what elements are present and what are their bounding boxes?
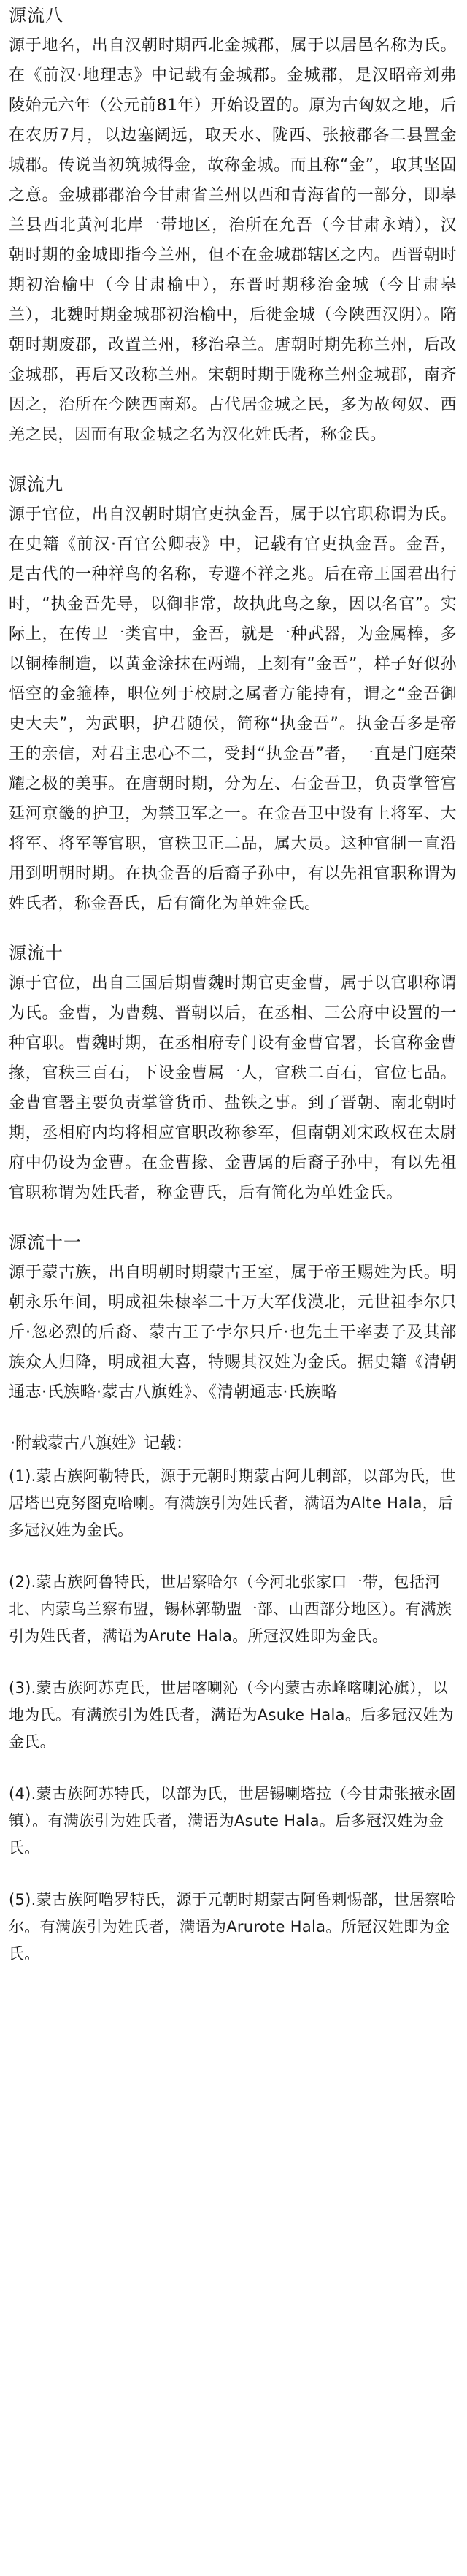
section-origin-11 xyxy=(9,1230,457,1407)
appendix-title: ·附载蒙古八旗姓》记载： xyxy=(10,1434,192,1453)
appendix-item: (4).蒙古族阿苏特氏，以部为氏，世居锡喇塔拉（今甘肃张掖永固镇）。有满族引为姓氏者，满语为Asute Hala。后多冠汉姓为金氏。 xyxy=(9,1785,456,1857)
appendix-item: (2).蒙古族阿鲁特氏，世居察哈尔（今河北张家口一带，包括河北、内蒙乌兰察布盟，锡林郭勒盟一部、山西部分地区）。有满族引为姓氏者，满语为Arute Hala。所冠汉姓即为金氏。 xyxy=(9,1573,452,1645)
appendix-item: (1).蒙古族阿勒特氏，源于元朝时期蒙古阿儿剌部，以部为氏，世居塔巴克努图克哈喇。有满族引为姓氏者，满语为Alte Hala，后多冠汉姓为金氏。 xyxy=(9,1467,456,1539)
section-title: 源流八 xyxy=(9,5,63,26)
appendix-item: (3).蒙古族阿苏克氏，世居喀喇沁（今内蒙古赤峰喀喇沁旗），以地为氏。有满族引为姓氏者，满语为Asuke Hala。后多冠汉姓为金氏。 xyxy=(9,1679,454,1751)
appendix-list xyxy=(9,1429,457,1968)
section-paragraph: 源于地名，出自汉朝时期西北金城郡，属于以居邑名称为氏。在《前汉·地理志》中记载有金城郡。金城郡，是汉昭帝刘弗陵始元六年（公元前81年）开始设置的。原为古匈奴之地，后在农历7月，以边塞阔远，取天水、陇西、张掖郡各二县置金城郡。传说当初筑城得金，故称金城。而且称“金”，取其坚固之意。金城郡郡治今甘肃省兰州以西和青海省的一部分，即皋兰县西北黄河北岸一带地区，治所在允吾（今甘肃永靖），汉朝时期的金城即指今兰州，但不在金城郡辖区之内。西晋朝时期初治榆中（今甘肃榆中），东晋时期移治金城（今甘肃皋兰），北魏时期金城郡初治榆中，后徙金城（今陕西汉阴）。隋朝时期废郡，改置兰州，移治皋兰。唐朝时期先称兰州，后改金城郡，再后又改称兰州。宋朝时期于陇称兰州金城郡，南齐因之，治所在今陕西南郑。古代居金城之民，多为故匈奴、西羌之民，因而有取金城之名为汉化姓氏者，称金氏。 xyxy=(9,37,458,444)
appendix-item: (5).蒙古族阿噜罗特氏，源于元朝时期蒙古阿鲁剌惕部，世居察哈尔。有满族引为姓氏者，满语为Arurote Hala。所冠汉姓即为金氏。 xyxy=(9,1891,456,1962)
section-paragraph: 源于蒙古族，出自明朝时期蒙古王室，属于帝王赐姓为氏。明朝永乐年间，明成祖朱棣率二十万大军伐漠北，元世祖李尔只斤·忽必烈的后裔、蒙古王子孛尔只斤·也先土干率妻子及其部族众人归降，明成祖大喜，特赐其汉姓为金氏。据史籍《清朝通志·氏族略·蒙古八旗姓》、《清朝通志·氏族略 xyxy=(9,1264,457,1402)
section-origin-9 xyxy=(9,472,457,919)
section-paragraph: 源于官位，出自汉朝时期官吏执金吾，属于以官职称谓为氏。在史籍《前汉·百官公卿表》中，记载有官吏执金吾。金吾，是古代的一种祥鸟的名称，专避不祥之兆。后在帝王国君出行时，“执金吾先导，以御非常，故执此鸟之象，因以名官”。实际上，在传卫一类官中，金吾，就是一种武器，为金属棒，多以铜棒制造，以黄金涂抹在两端，上刻有“金吾”，样子好似孙悟空的金箍棒，职位列于校尉之属者方能持有，谓之“金吾御史大夫”，为武职，护君随侯，简称“执金吾”。执金吾多是帝王的亲信，对君主忠心不二，受封“执金吾”者，一直是门庭荣耀之极的美事。在唐朝时期，分为左、右金吾卫，负责掌管宫廷河京畿的护卫，为禁卫军之一。在金吾卫中设有上将军、大将军、将军等官职，官秩卫正二品，属大员。这种官制一直沿用到明朝时期。在执金吾的后裔子孙中，有以先祖官职称谓为姓氏者，称金吾氏，后有简化为单姓金氏。 xyxy=(9,505,457,913)
section-title: 源流九 xyxy=(9,474,63,494)
section-origin-10 xyxy=(9,941,457,1208)
section-origin-8 xyxy=(9,3,457,450)
section-title: 源流十 xyxy=(9,943,63,963)
section-title: 源流十一 xyxy=(9,1232,82,1253)
section-paragraph: 源于官位，出自三国后期曹魏时期官吏金曹，属于以官职称谓为氏。金曹，为曹魏、晋朝以后，在丞相、三公府中设置的一种官职。曹魏时期，在丞相府专门设有金曹官署，长官称金曹掾，官秩三百石，下设金曹属一人，官秩二百石，官位七品。金曹官署主要负责掌管货币、盐铁之事。到了晋朝、南北朝时期，丞相府内均将相应官职改称参军，但南朝刘宋政权在太尉府中仍设为金曹。在金曹掾、金曹属的后裔子孙中，有以先祖官职称谓为姓氏者，称金曹氏，后有简化为单姓金氏。 xyxy=(9,974,457,1202)
